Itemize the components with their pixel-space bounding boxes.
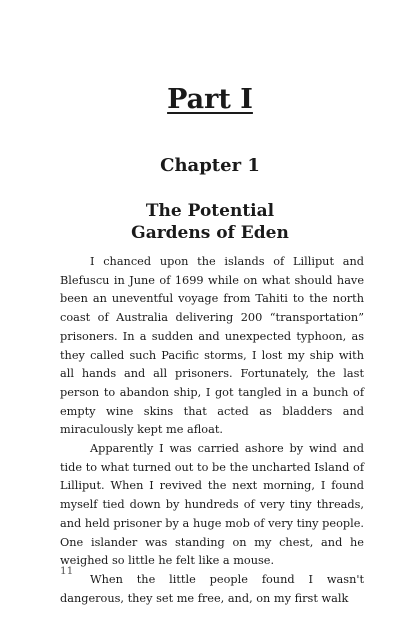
section-title-line-2: Gardens of Eden (131, 223, 289, 243)
page-number: 11 (60, 565, 74, 577)
paragraph-3: When the little people found I wasn't dangerous, they set me free, and, on my first walk (60, 572, 364, 605)
part-title: Part I (167, 84, 253, 115)
body-text (60, 253, 364, 608)
paragraph-1: I chanced upon the islands of Lilliput and Blefuscu in June of 1699 while on what should have been an uneventful voyage from Tahiti to the north coast of Australia delivering 200 “transportation” prisoners. In a sudden and unexpected typhoon, as they called such Pacific storms, I lost my ship with all hands and all prisoners. Fortunately, the last person to abandon ship, I got tangled in a bunch of empty wine skins that acted as bladders and miraculously kept me afloat. (60, 255, 364, 437)
chapter-title: Chapter 1 (160, 155, 260, 176)
paragraph-2: Apparently I was carried ashore by wind and tide to what turned out to be the uncharted Island of Lilliput. When I revived the next morning, I found myself tied down by hundreds of very tiny threads, and held prisoner by a huge mob of very tiny people. One islander was standing on my chest, and he weighed so little he felt like a mouse. (60, 442, 364, 568)
section-title (0, 200, 420, 244)
section-title-line-1: The Potential (145, 201, 275, 221)
